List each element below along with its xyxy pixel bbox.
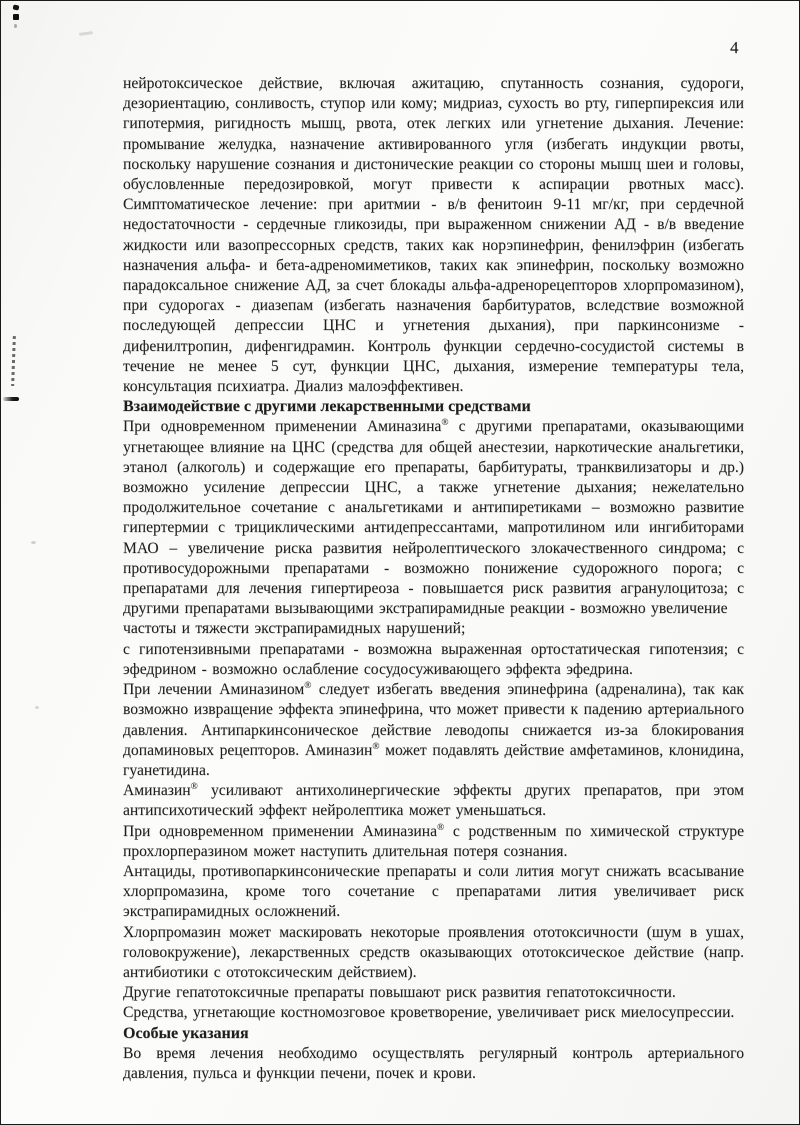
scan-artifact-dot-1 bbox=[13, 4, 20, 10]
section-heading-special-instructions: Особые указания bbox=[123, 1024, 249, 1042]
document-content bbox=[123, 74, 744, 1084]
paragraph-ototoxicity-masking: Хлорпромазин может маскировать некоторые проявления ототоксичности (шум в ушах, головокружение), лекарственных средств оказывающих ототоксическое действие (напр. антибиотики с ототоксическим действием). bbox=[123, 923, 744, 981]
scan-artifact-dotted-line bbox=[11, 336, 15, 386]
scan-artifact-dash bbox=[3, 397, 19, 401]
paragraph-myelosuppression: Средства, угнетающие костномозговое кроветворение, увеличивает риск миелосупрессии. bbox=[123, 1004, 735, 1022]
paragraph-overdose-treatment: нейротоксическое действие, включая ажитацию, спутанность сознания, судороги, дезориентацию, сонливость, ступор или кому; мидриаз, сухость во рту, гиперпирексия или гипотермия, ригидность мышц, рвота, отек легких или угнетение дыхания. Лечение: промывание желудка, назначение активированного угля (избегать индукции рвоты, поскольку нарушение сознания и дистонические реакции со стороны мышц шеи и головы, обусловленные передозировкой, могут привести к аспирации рвотных масс). Симптоматическое лечение: при аритмии - в/в фенитоин 9-11 мг/кг, при сердечной недостаточности - сердечные гликозиды, при выраженном снижении АД - в/в введение жидкости или вазопрессорных средств, таких как норэпинефрин, фенилэфрин (избегать назначения альфа- и бета-адреномиметиков, таких как эпинефрин, поскольку возможно парадоксальное снижение АД, за счет блокады альфа-адренорецепторов хлорпромазином), при судорогах - диазепам (избегать назначения барбитуратов, вследствие возможной последующей депрессии ЦНС и угнетения дыхания), при паркинсонизме - дифенилтропин, дифенгидрамин. Контроль функции сердечно-сосудистой системы в течение не менее 5 сут, функции ЦНС, дыхания, измерение температуры тела, консультация психиатра. Диализ малоэффективен. bbox=[123, 75, 744, 396]
paragraph-extrapyramidal-frequency: частоты и тяжести экстрапирамидных нарушений; bbox=[123, 620, 466, 638]
paragraph-hypotensive-ephedrine: с гипотензивными препаратами - возможна выраженная ортостатическая гипотензия; с эфедрином - возможно ослабление сосудосуживающего эффекта эфедрина. bbox=[123, 640, 744, 678]
paragraph-antacids-lithium: Антациды, противопаркинсонические препараты и соли лития могут снижать всасывание хлорпромазина, кроме того сочетание с препаратами лития увеличивает риск экстрапирамидных осложнений. bbox=[123, 862, 744, 921]
paragraph-cns-depressants: При одновременном применении Аминазина® с другими препаратами, оказывающими угнетающее влияние на ЦНС (средства для общей анестезии, наркотические анальгетики, этанол (алкоголь) и содержащие его препараты, барбитураты, транквилизаторы и др.) возможно усиление депрессии ЦНС, а также угнетение дыхания; нежелательно продолжительное сочетание с анальгетиками и антипиретиками – возможно развитие гипертермии с трициклическими антидепрессантами, мапротилином или ингибиторами МАО – увеличение риска развития нейролептического злокачественного синдрома; с противосудорожными препаратами - возможно понижение судорожного порога; с препаратами для лечения гипертиреоза - повышается риск развития агранулоцитоза; с другими препаратами вызывающими экстрапирамидные реакции - возможно увеличение bbox=[123, 418, 744, 618]
scan-artifact-dot-2 bbox=[13, 14, 19, 20]
scan-artifact-smudge bbox=[79, 31, 93, 36]
scan-artifact-dot-3 bbox=[14, 24, 17, 28]
paragraph-anticholinergic-effects: Аминазин® усиливают антихолинергические эффекты других препаратов, при этом антипсихотический эффект нейролептика может уменьшаться. bbox=[123, 781, 744, 820]
page-number: 4 bbox=[730, 38, 739, 57]
paragraph-prochlorperazine: При одновременном применении Аминазина® с родственным по химической структуре прохлорперазином может наступить длительная потеря сознания. bbox=[123, 822, 745, 860]
scan-artifact-speck-1 bbox=[31, 541, 36, 544]
paragraph-monitoring: Во время лечения необходимо осуществлять регулярный контроль артериального давления, пульса и функции печени, почек и крови. bbox=[123, 1044, 744, 1082]
scan-artifact-speck-2 bbox=[35, 706, 39, 709]
paragraph-hepatotoxic: Другие гепатотоксичные препараты повышают риск развития гепатотоксичности. bbox=[123, 984, 676, 1002]
section-heading-drug-interactions: Взаимодействие с другими лекарственными средствами bbox=[123, 398, 531, 416]
paragraph-epinephrine-levodopa: При лечении Аминазином® следует избегать введения эпинефрина (адреналина), так как возможно извращение эффекта эпинефрина, что может привести к падению артериального давления. Антипаркинсоническое действие леводопы снижается из-за блокирования допаминовых рецепторов. Аминазин® может подавлять действие амфетаминов, клонидина, гуанетидина. bbox=[123, 680, 744, 779]
